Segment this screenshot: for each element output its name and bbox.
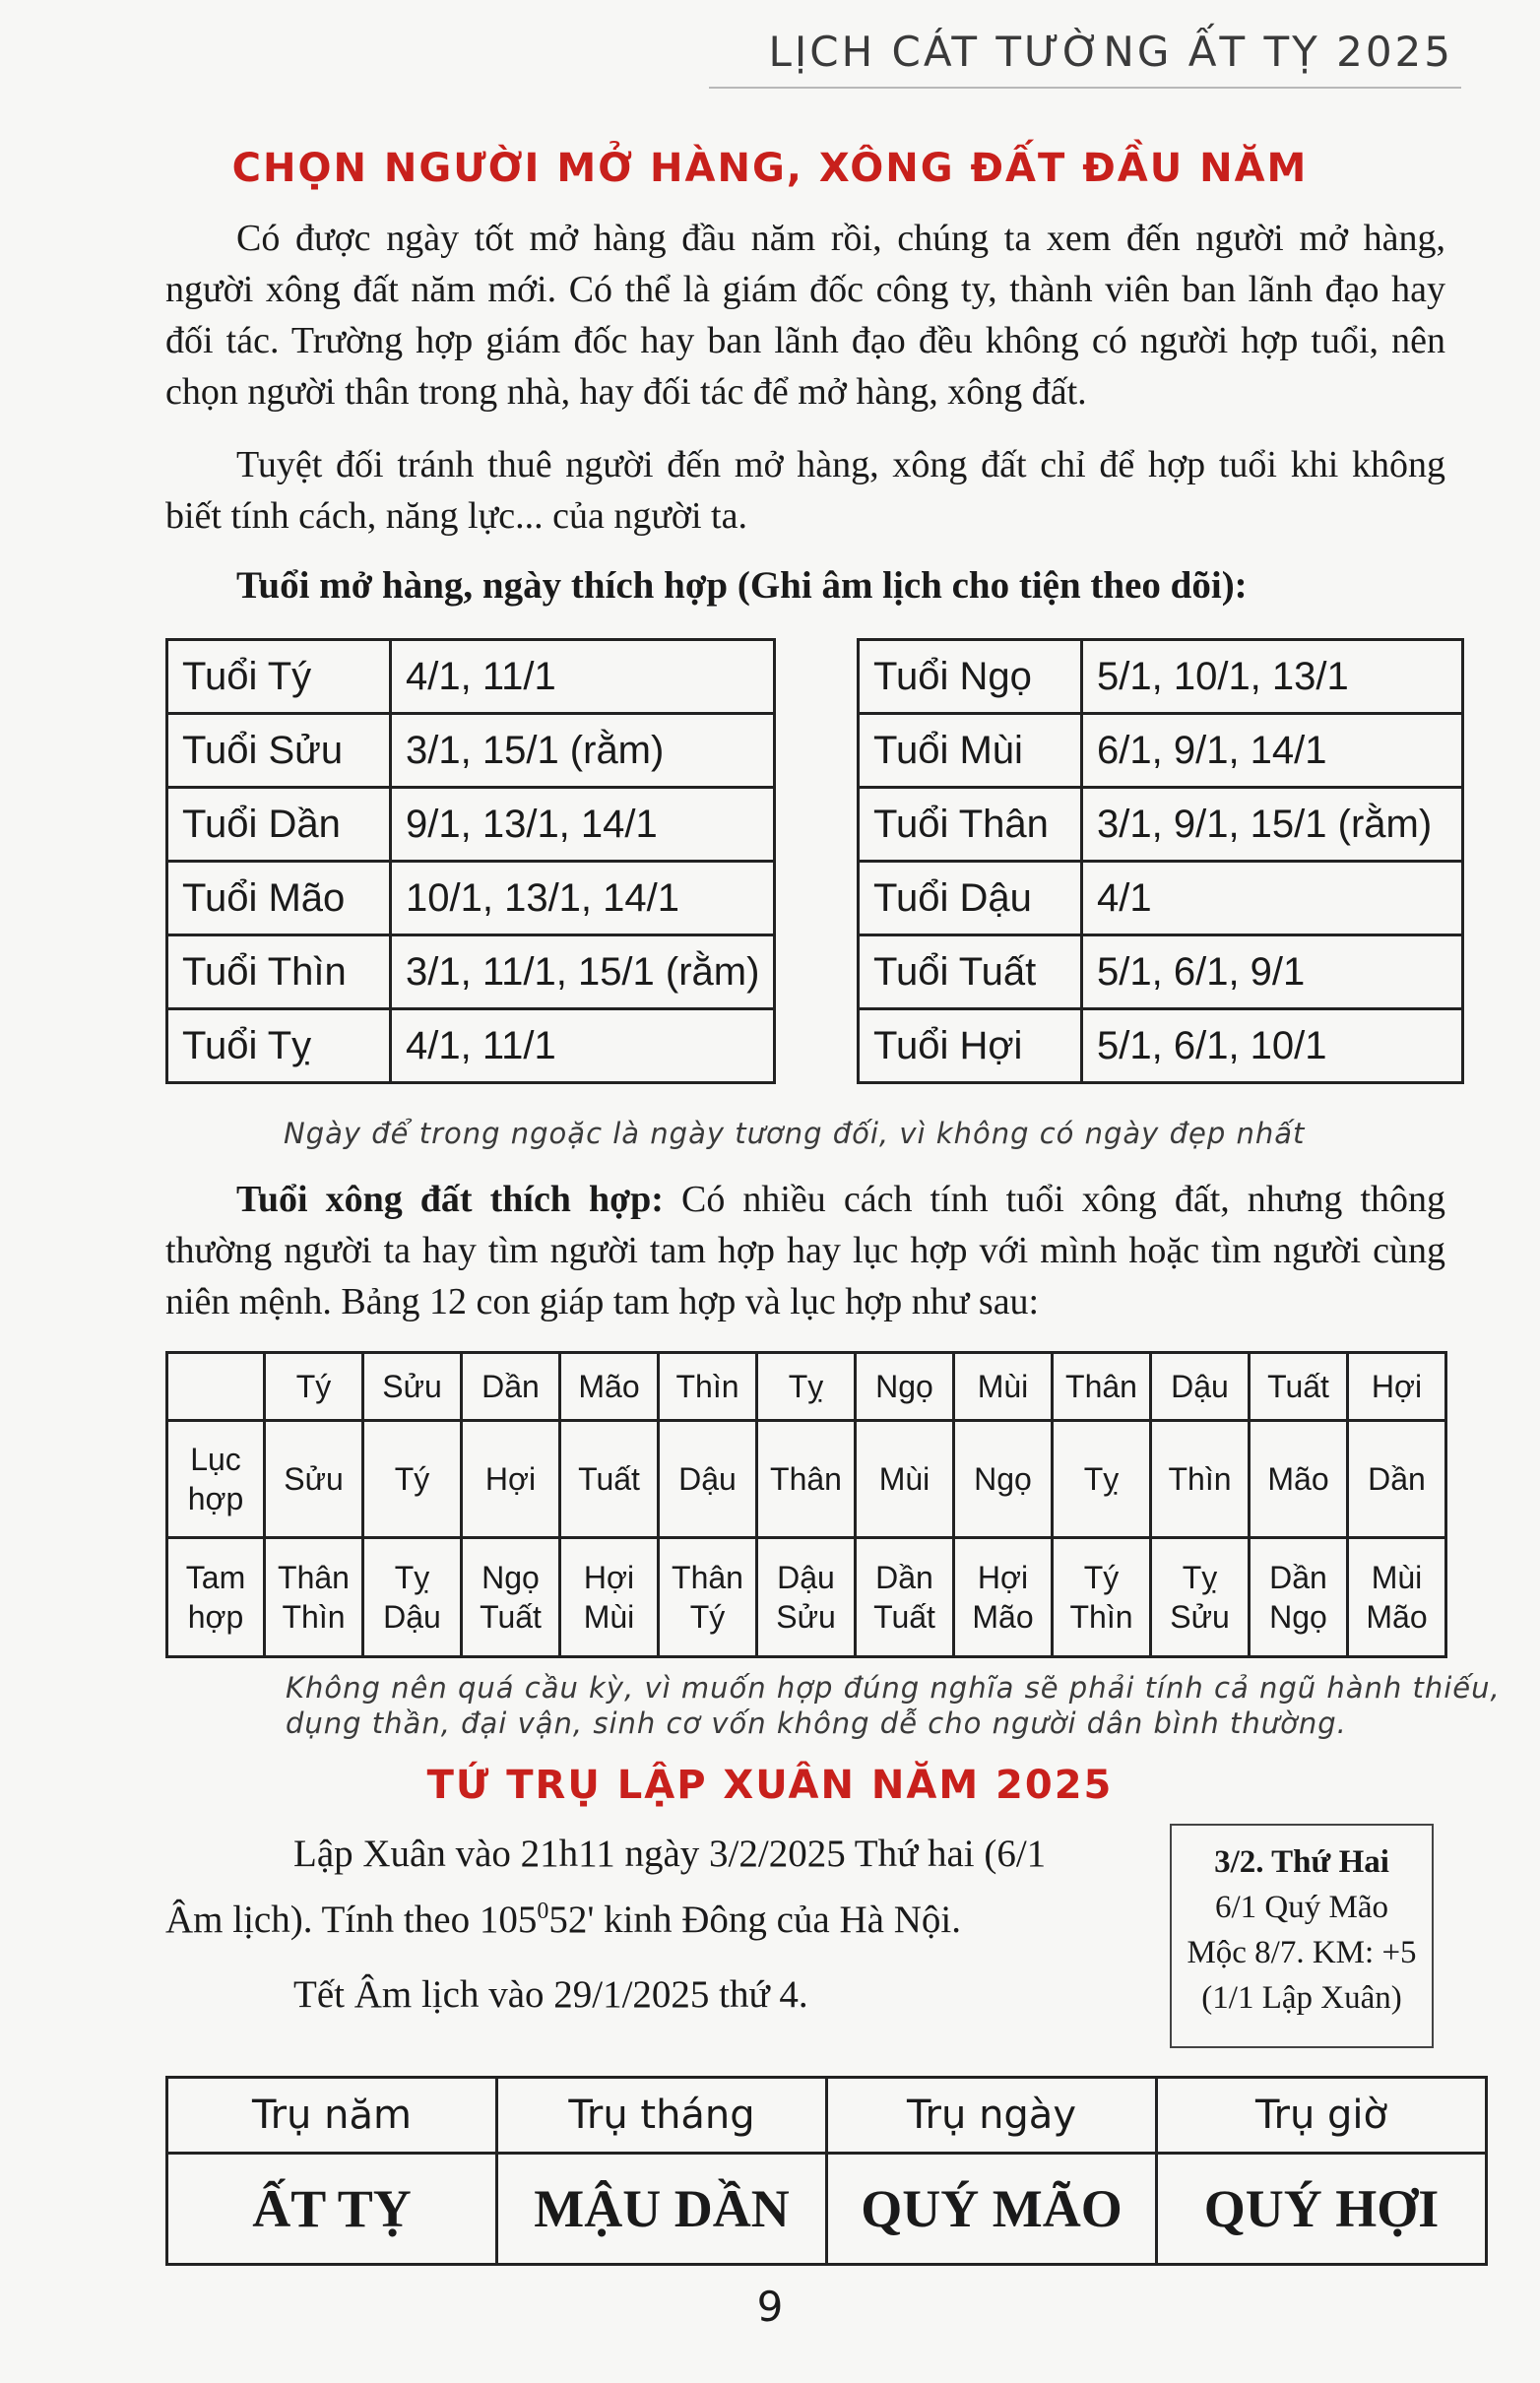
age-right-row [859,862,1463,935]
age-name-cell: Tuổi Ngọ [859,640,1082,714]
subheading-opening-ages: Tuổi mở hàng, ngày thích hợp (Ghi âm lịch cho tiện theo dõi): [236,564,1248,607]
four-pillars-table [165,2076,1488,2266]
age-name-cell: Tuổi Dậu [859,862,1082,935]
tam-hop-cell: Tỵ Sửu [1151,1538,1250,1657]
pillar-hour-value: QUÝ HỢI [1157,2154,1487,2265]
suitable-days-cell: 4/1, 11/1 [391,640,775,714]
luc-hop-cell: Ngọ [954,1421,1053,1538]
lap-xuan-paragraph: Lập Xuân vào 21h11 ngày 3/2/2025 Thứ hai (6/1 Âm lịch). Tính theo $105^052'$ kinh Đông của Hà Nội. Tết Âm lịch vào 29/1/2025 thứ 4. [165,1833,1047,2016]
paragraph-2: Tuyệt đối tránh thuê người đến mở hàng, xông đất chỉ để hợp tuổi khi không biết tính cách, năng lực... của người ta. [165,444,1445,537]
note-brackets: Ngày để trong ngoặc là ngày tương đối, vì không có ngày đẹp nhất [284,1117,1306,1150]
first-footer-paragraph [165,1174,1445,1327]
age-name-cell: Tuổi Tỵ [167,1009,391,1083]
header-rule [709,87,1461,89]
age-right-row [859,788,1463,862]
age-right-row [859,640,1463,714]
zodiac-header-cell: Mùi [954,1353,1053,1421]
date-info-box: 3/2. Thứ Hai 6/1 Quý Mão Mộc 8/7. KM: +5 (1/1 Lập Xuân) [1170,1824,1434,2048]
tam-hop-cell: Tý Thìn [1053,1538,1151,1657]
zodiac-header-cell: Dậu [1151,1353,1250,1421]
pillar-year-value: ẤT TỴ [167,2154,497,2265]
age-left-row [167,862,775,935]
suitable-days-cell: 5/1, 10/1, 13/1 [1082,640,1463,714]
zodiac-header-cell: Tý [265,1353,363,1421]
tam-hop-cell: Dậu Sửu [757,1538,856,1657]
zodiac-header-cell: Sửu [363,1353,462,1421]
age-left-row [167,1009,775,1083]
first-footer-bold: Tuổi xông đất thích hợp: [236,1179,664,1220]
age-table-left [165,638,776,1084]
pillar-month-value: MẬU DẦN [497,2154,827,2265]
pillar-hour-header: Trụ giờ [1157,2078,1487,2154]
age-left-row [167,714,775,788]
first-footer-text: Có nhiều cách tính tuổi xông đất, nhưng thông thường người ta hay tìm người tam hợp hay lục hợp với mình hoặc tìm người cùng niên mệnh. Bảng 12 con giáp tam hợp và lục hợp như sau: [165,1179,1445,1322]
section-title-four-pillars: TỨ TRỤ LẬP XUÂN NĂM 2025 [426,1763,1114,1808]
age-name-cell: Tuổi Mão [167,862,391,935]
suitable-days-cell: 3/1, 15/1 (rằm) [391,714,775,788]
tam-hop-cell: Ngọ Tuất [462,1538,560,1657]
luc-hop-cell: Tý [363,1421,462,1538]
page-number: 9 [756,2283,784,2331]
suitable-days-cell: 4/1 [1082,862,1463,935]
suitable-days-cell: 5/1, 6/1, 9/1 [1082,935,1463,1009]
pillar-day-value: QUÝ MÃO [827,2154,1157,2265]
age-name-cell: Tuổi Thìn [167,935,391,1009]
note-caution: Không nên quá cầu kỳ, vì muốn hợp đúng nghĩa sẽ phải tính cả ngũ hành thiếu, dụng thần, đại vận, sinh cơ vốn không dễ cho người dân bình thường. [286,1671,1501,1740]
zodiac-compatibility-table [165,1351,1447,1658]
zodiac-header-cell: Hợi [1348,1353,1446,1421]
age-table-right [857,638,1464,1084]
age-name-cell: Tuổi Sửu [167,714,391,788]
age-right-row [859,1009,1463,1083]
luc-hop-cell: Dậu [659,1421,757,1538]
luc-hop-cell: Tuất [560,1421,659,1538]
tam-hop-cell: Thân Thìn [265,1538,363,1657]
luc-hop-cell: Dần [1348,1421,1446,1538]
zodiac-header-cell: Tỵ [757,1353,856,1421]
luc-hop-cell: Hợi [462,1421,560,1538]
tam-hop-cell: Hợi Mão [954,1538,1053,1657]
zodiac-header-cell: Mão [560,1353,659,1421]
luc-hop-cell: Thìn [1151,1421,1250,1538]
suitable-days-cell: 3/1, 9/1, 15/1 (rằm) [1082,788,1463,862]
age-name-cell: Tuổi Hợi [859,1009,1082,1083]
age-left-row [167,935,775,1009]
zodiac-header-cell: Dần [462,1353,560,1421]
luc-hop-cell: Thân [757,1421,856,1538]
zodiac-header-cell: Thìn [659,1353,757,1421]
suitable-days-cell: 3/1, 11/1, 15/1 (rằm) [391,935,775,1009]
suitable-days-cell: 6/1, 9/1, 14/1 [1082,714,1463,788]
zodiac-header-cell: Ngọ [856,1353,954,1421]
pillar-year-header: Trụ năm [167,2078,497,2154]
section-title-choose-person: CHỌN NGƯỜI MỞ HÀNG, XÔNG ĐẤT ĐẦU NĂM [231,146,1309,191]
row-label-luc-hop: Lục hợp [167,1421,265,1538]
pillar-day-header: Trụ ngày [827,2078,1157,2154]
luc-hop-cell: Mão [1250,1421,1348,1538]
intro-paragraphs [165,213,1445,542]
zodiac-header-cell: Thân [1053,1353,1151,1421]
zodiac-header-cell: Tuất [1250,1353,1348,1421]
age-left-row [167,640,775,714]
tam-hop-cell: Mùi Mão [1348,1538,1446,1657]
luc-hop-cell: Sửu [265,1421,363,1538]
age-name-cell: Tuổi Thân [859,788,1082,862]
suitable-days-cell: 10/1, 13/1, 14/1 [391,862,775,935]
luc-hop-cell: Tỵ [1053,1421,1151,1538]
luc-hop-cell: Mùi [856,1421,954,1538]
zodiac-corner-cell [167,1353,265,1421]
row-label-tam-hop: Tam hợp [167,1538,265,1657]
pillar-month-header: Trụ tháng [497,2078,827,2154]
age-name-cell: Tuổi Tuất [859,935,1082,1009]
suitable-days-cell: 4/1, 11/1 [391,1009,775,1083]
paragraph-1: Có được ngày tốt mở hàng đầu năm rồi, chúng ta xem đến người mở hàng, người xông đất năm mới. Có thể là giám đốc công ty, thành viên ban lãnh đạo hay đối tác. Trường hợp giám đốc hay ban lãnh đạo đều không có người hợp tuổi, nên chọn người thân trong nhà, hay đối tác để mở hàng, xông đất. [165,218,1445,413]
age-right-row [859,935,1463,1009]
tam-hop-cell: Hợi Mùi [560,1538,659,1657]
tam-hop-cell: Dần Tuất [856,1538,954,1657]
age-left-row [167,788,775,862]
tam-hop-cell: Dần Ngọ [1250,1538,1348,1657]
age-right-row [859,714,1463,788]
running-header: LỊCH CÁT TƯỜNG ẤT TỴ 2025 [768,28,1453,76]
tam-hop-cell: Tỵ Dậu [363,1538,462,1657]
age-name-cell: Tuổi Mùi [859,714,1082,788]
suitable-days-cell: 5/1, 6/1, 10/1 [1082,1009,1463,1083]
age-name-cell: Tuổi Tý [167,640,391,714]
tam-hop-cell: Thân Tý [659,1538,757,1657]
suitable-days-cell: 9/1, 13/1, 14/1 [391,788,775,862]
age-name-cell: Tuổi Dần [167,788,391,862]
